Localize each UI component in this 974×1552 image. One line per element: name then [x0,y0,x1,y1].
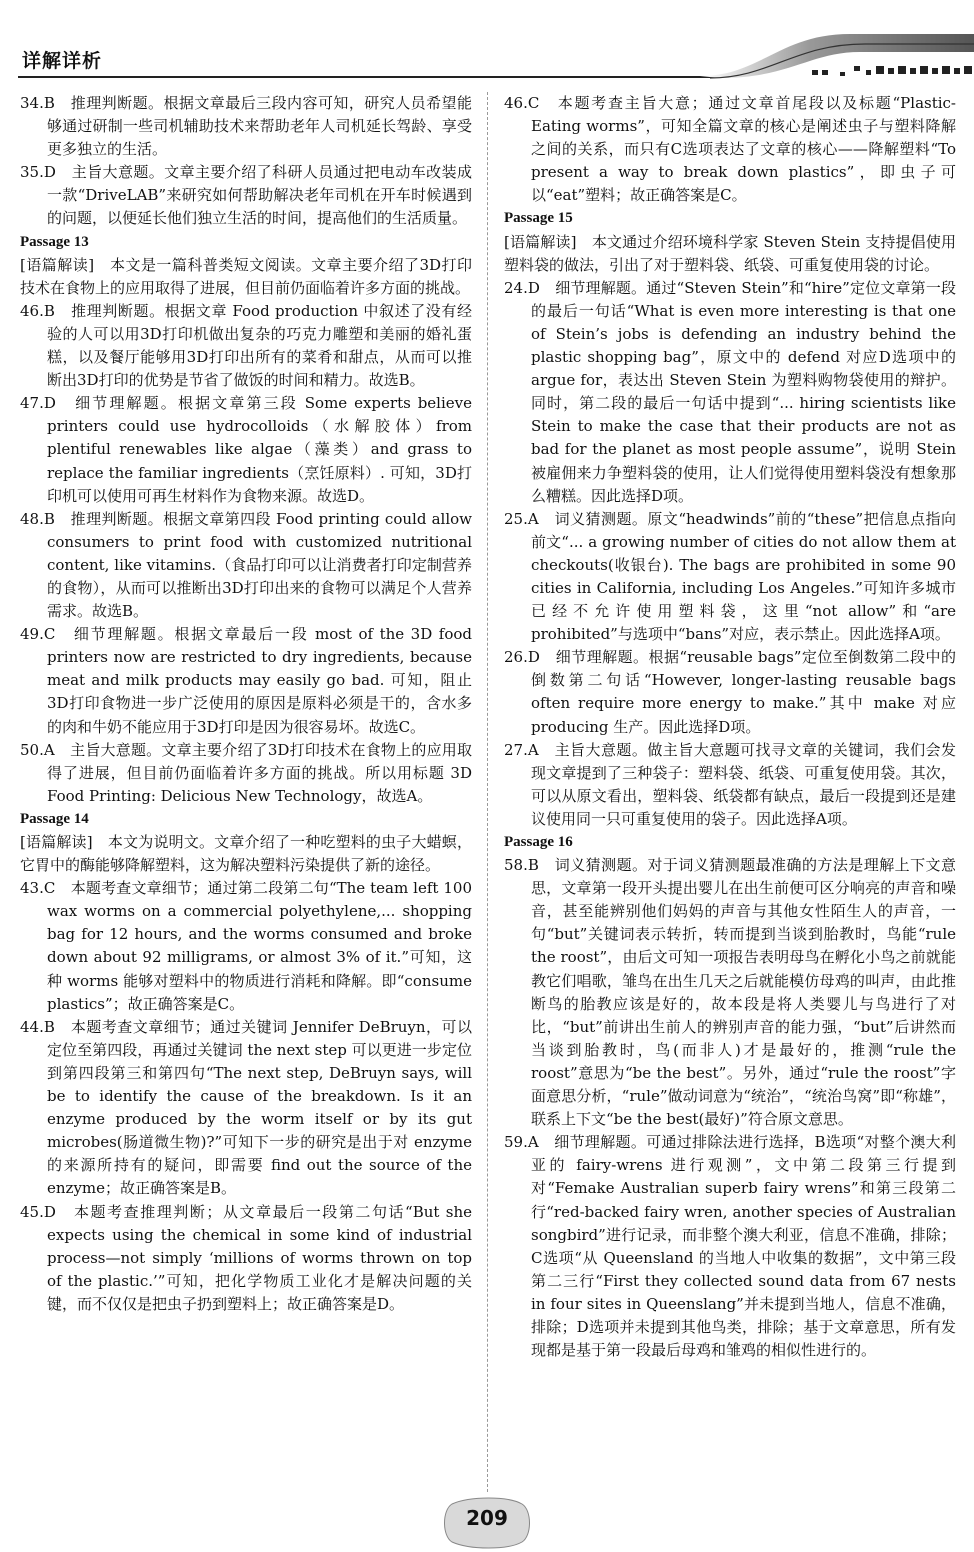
passage-summary: [语篇解读] 本文通过介绍环境科学家 Steven Stein 支持提倡使用塑料袋的做法，引出了对于塑料袋、纸袋、可重复使用袋的讨论。 [504,232,956,274]
answer-explanation: 35.D 主旨大意题。文章主要介绍了科研人员通过把电动车改装成一款“DriveLAB”来研究如何帮助解决老年司机在开车时候遇到的问题，以便延长他们独立生活的时间，提高他们的生活质量。 [20,163,472,228]
passage-heading: Passage 15 [504,210,573,227]
header-decoration-graphic [700,20,974,90]
left-column [20,92,472,1316]
answer-explanation: 27.A 主旨大意题。做主旨大意题可找寻文章的关键词，我们会发现文章提到了三种袋子：塑料袋、纸袋、可重复使用袋。其次，可以从原文看出，塑料袋、纸袋都有缺点，最后一段提到还是建议使用同一只可重复使用的袋子。因此选择A项。 [504,740,956,828]
passage-heading: Passage 14 [20,810,89,827]
answer-explanation: 47.D 细节理解题。根据文章第三段 Some experts believe printers could use hydrocolloids（水解胶体）from plentiful renewables like algae（藻类）and grass to replace the familiar ingredients（烹饪原料）. 可知，3D打印机可以使用可再生材料作为食物来源。故选D。 [20,394,472,505]
answer-explanation: 46.B 推理判断题。根据文章 Food production 中叙述了没有经验的人可以用3D打印机做出复杂的巧克力雕塑和美丽的婚礼蛋糕，以及餐厅能够用3D打印出所有的菜肴和甜点，从而可以推断出3D打印的优势是节省了做饭的时间和精力。故选B。 [20,301,472,390]
answer-explanation: 34.B 推理判断题。根据文章最后三段内容可知，研究人员希望能够通过研制一些司机辅助技术来帮助老年人司机延长驾龄、享受更多独立的生活。 [20,94,472,159]
answer-explanation: 49.C 细节理解题。根据文章最后一段 most of the 3D food printers now are restricted to dry ingredients, because meat and milk products may easily go bad. 可知，阻止3D打印食物进一步广泛使用的原因是原料必须是干的，含水多的肉和牛奶不能应用于3D打印是因为很容易坏。故选C。 [20,625,472,736]
page-footer [0,1494,974,1552]
answer-explanation: 43.C 本题考查文章细节；通过第二段第二句“The team left 100 wax worms on a commercial polyethylene,... shopping bag for 12 hours, and the worms consumed and broke down about 92 milligrams, or almost 3% of it.”可知，这种 worms 能够对塑料中的物质进行消耗和降解。即“consume plastics”；故正确答案是C。 [20,879,472,1013]
page-header [0,0,974,90]
answer-explanation: 26.D 细节理解题。根据“reusable bags”定位至倒数第二段中的倒数第二句话“However, longer-lasting reusable bags often require more energy to make.”其中 make 对应 producing 生产。因此选择D项。 [504,648,956,736]
answer-explanation: 46.C 本题考查主旨大意；通过文章首尾段以及标题“Plastic-Eating worms”，可知全篇文章的核心是阐述虫子与塑料降解之间的关系，而只有C选项表达了文章的核心——降解塑料“To present a way to break down plastics”，即虫子可以“eat”塑料；故正确答案是C。 [504,94,956,205]
answer-explanation: 48.B 推理判断题。根据文章第四段 Food printing could allow consumers to print food with customized nutritional content, like vitamins.（食品打印可以让消费者打印定制营养的食物），从而可以推断出3D打印出来的食物可以满足个人营养需求。故选B。 [20,509,472,621]
column-divider [487,92,488,1492]
passage-summary: [语篇解读] 本文为说明文。文章介绍了一种吃塑料的虫子大蜡螟，它胃中的酶能够降解塑料，这为解决塑料污染提供了新的途径。 [20,833,472,875]
answer-explanation: 25.A 词义猜测题。原文“headwinds”前的“these”把信息点指向前文“... a growing number of cities do not allow them at checkouts(收银台). The bags are prohibited in some 90 cities in California, including Los Angeles.”可知许多城市已经不允许使用塑料袋，这里“not allow”和“are prohibited”与选项中“bans”对应，表示禁止。因此选择A项。 [504,509,956,644]
passage-summary: [语篇解读] 本文是一篇科普类短文阅读。文章主要介绍了3D打印技术在食物上的应用取得了进展，但目前仍面临着许多方面的挑战。 [20,255,472,297]
header-title: 详解详析 [22,50,103,72]
header-rule [18,76,718,78]
answer-explanation: 45.D 本题考查推理判断；从文章最后一段第二句话“But she expects using the chemical in some kind of industrial process—not simply ‘millions of worms thrown on top of the plastic.’”可知，把化学物质工业化才是解决问题的关键，而不仅仅是把虫子扔到塑料上；故正确答案是D。 [20,1202,472,1313]
answer-explanation: 59.A 细节理解题。可通过排除法进行选择，B选项“对整个澳大利亚的 fairy-wrens 进行观测”，文中第二段第三行提到对“Femake Australian superb fairy wrens”和第三段第二行“red-backed fairy wren, another species of Australian songbird”进行记录，而非整个澳大利亚，信息不准确，排除；C选项“从 Queensland 的当地人中收集的数据”，文中第三段第二三行“First they collected sound data from 67 nests in four sites in Queenslang”并未提到当地人，信息不准确，排除；D选项并未提到其他鸟类，排除；基于文章意思，所有发现都是基于第一段最后母鸡和雏鸡的相似性进行的。 [504,1133,956,1360]
answer-explanation: 50.A 主旨大意题。文章主要介绍了3D打印技术在食物上的应用取得了进展，但目前仍面临着许多方面的挑战。所以用标题 3D Food Printing: Delicious New Technology，故选A。 [20,740,472,805]
passage-heading: Passage 16 [504,834,573,850]
passage-heading: Passage 13 [20,233,89,250]
right-column [504,92,956,1362]
answer-explanation: 24.D 细节理解题。通过“Steven Stein”和“hire”定位文章第一段的最后一句话“What is even more interesting is that one of Stein’s jobs is defending an industry behind the plastic shopping bag”，原文中的 defend 对应D选项中的 argue for，表达出 Steven Stein 为塑料购物袋使用的辩护。同时，第二段的最后一句话中提到“... hiring scientists like Stein to make the case that their products are not as bad for the planet as most people assume”，说明 Stein 被雇佣来力争塑料袋的使用，让人们觉得使用塑料袋没有想象那么糟糕。因此选择D项。 [504,278,956,505]
answer-explanation: 44.B 本题考查文章细节；通过关键词 Jennifer DeBruyn，可以定位至第四段，再通过关键词 the next step 可以更进一步定位到第四段第三和第四句“The next step, DeBruyn says, will be to identify the cause of the breakdown. Is it an enzyme produced by the worm itself or by its gut microbes(肠道微生物)?”可知下一步的研究是出于对 enzyme 的来源所持有的疑问，即需要 find out the source of the enzyme；故正确答案是B。 [20,1017,472,1198]
page-number: 209 [466,1506,508,1530]
answer-explanation: 58.B 词义猜测题。对于词义猜测题最准确的方法是理解上下文意思，文章第一段开头提出婴儿在出生前便可区分响亮的声音和噪音，甚至能辨别他们妈妈的声音与其他女性陌生人的声音，一句“but”关键词表示转折，转而提到当谈到胎教时，鸟能“rule the roost”，由后文可知一项报告表明母鸟在孵化小鸟之前就能教它们唱歌，雏鸟在出生几天之后就能模仿母鸡的叫声，由此推断鸟的胎教应该是好的，故本段是将人类婴儿与鸟进行了对比，“but”前讲出生前人的辨别声音的能力强，“but”后讲然而当谈到胎教时，鸟(而非人)才是最好的，推测“rule the roost”意思为“be the best”。另外，通过“rule the roost”字面意思分析，“rule”做动词意为“统治”，“统治鸟窝”即“称雄”，联系上下文“be the best(最好)”符合原文意思。 [504,856,956,1129]
